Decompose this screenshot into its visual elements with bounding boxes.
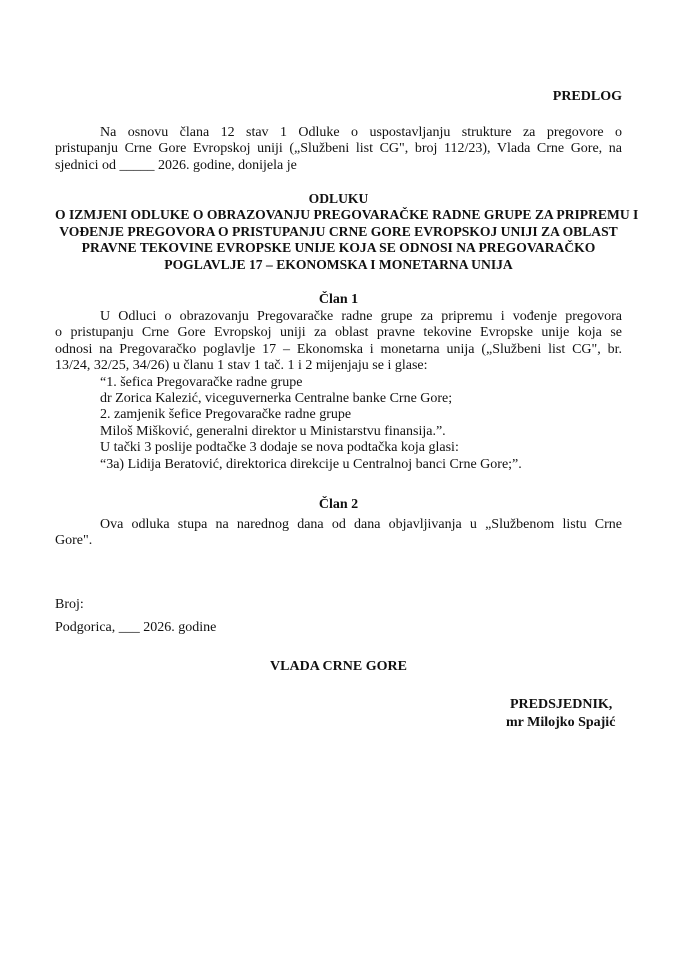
document-number: Broj: [55, 597, 84, 612]
signatory-name: mr Milojko Spajić [506, 715, 616, 730]
title-main: ODLUKU [308, 191, 369, 206]
article-line: U tački 3 poslije podtačke 3 dodaje se nova podtačka koja glasi: [100, 440, 459, 456]
government-name: VLADA CRNE GORE [270, 659, 407, 674]
title-line: O IZMJENI ODLUKE O OBRAZOVANJU PREGOVARAČKE RADNE GRUPE ZA PRIPREMU I [55, 207, 639, 223]
preamble-line: Na osnovu člana 12 stav 1 Odluke o uspostavljanju strukture za pregovore o [100, 125, 622, 140]
title-line: PRAVNE TEKOVINE EVROPSKE UNIJE KOJA SE ODNOSI NA PREGOVARAČKO [81, 240, 596, 256]
proposal-label: PREDLOG [552, 89, 622, 104]
signatory-title: PREDSJEDNIK, [510, 697, 613, 712]
place-date: Podgorica, ___ 2026. godine [55, 620, 217, 635]
article-line: odnosi na Pregovaračko poglavlje 17 – Ekonomska i monetarna unija („Službeni list CG", br. [55, 341, 622, 357]
article-line: “3a) Lidija Beratović, direktorica direkcije u Centralnoj banci Crne Gore;”. [100, 456, 522, 472]
article-line: “1. šefica Pregovaračke radne grupe [100, 374, 303, 390]
preamble [55, 125, 622, 174]
article-line: 2. zamjenik šefice Pregovaračke radne grupe [100, 407, 352, 423]
article-2-body [55, 517, 622, 550]
article-line: dr Zorica Kalezić, viceguvernerka Centralne banke Crne Gore; [100, 391, 453, 407]
article-line: Miloš Mišković, generalni direktor u Ministarstvu finansija.”. [100, 423, 446, 439]
document-title [55, 191, 639, 273]
title-line: POGLAVLJE 17 – EKONOMSKA I MONETARNA UNIJA [164, 256, 513, 272]
article-1-heading: Član 1 [318, 292, 359, 307]
title-line: VOĐENJE PREGOVORA O PRISTUPANJU CRNE GORE EVROPSKOJ UNIJI ZA OBLAST [59, 223, 618, 239]
article-line: 13/24, 32/25, 34/26) u članu 1 stav 1 tač. 1 i 2 mijenjaju se i glase: [55, 358, 428, 374]
article-1-body [55, 309, 622, 473]
article-line: o pristupanju Crne Gore Evropskoj uniji za oblast pravne tekovine Evropske unije koja se [55, 325, 622, 341]
article-2-heading: Član 2 [318, 497, 359, 512]
preamble-line: sjednici od _____ 2026. godine, donijela je [55, 157, 297, 173]
article-line: Ova odluka stupa na narednog dana od dana objavljivanja u „Službenom listu Crne [100, 517, 622, 532]
preamble-line: pristupanju Crne Gore Evropskoj uniji („Službeni list CG", broj 112/23), Vlada Crne Gore, na [55, 141, 622, 157]
article-line: Gore". [55, 533, 93, 549]
article-line: U Odluci o obrazovanju Pregovaračke radne grupe za pripremu i vođenje pregovora [100, 309, 622, 324]
